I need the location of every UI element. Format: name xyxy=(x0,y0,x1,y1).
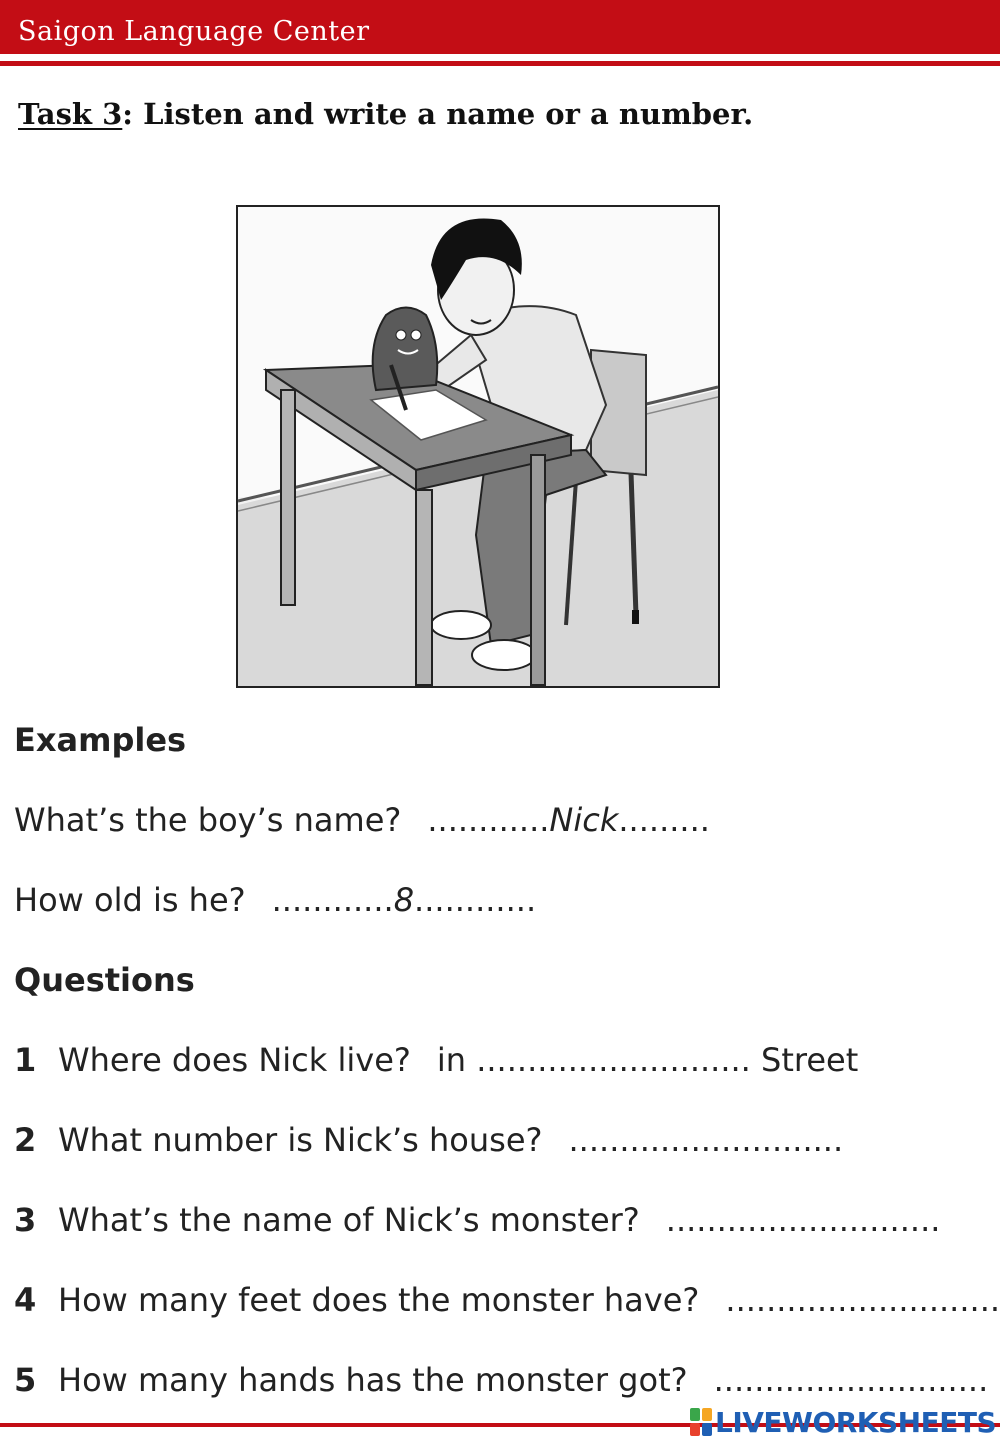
question-text: What’s the name of Nick’s monster? xyxy=(58,1201,640,1239)
question-item xyxy=(14,1041,858,1079)
task-title xyxy=(18,97,753,131)
question-text: How many hands has the monster got? xyxy=(58,1361,688,1399)
task-label: Task 3 xyxy=(18,97,123,131)
header-bar xyxy=(0,0,1000,54)
task-instruction: : Listen and write a name or a number. xyxy=(122,97,754,131)
question-text: How many feet does the monster have? xyxy=(58,1281,700,1319)
answer-blank[interactable]: ........................... xyxy=(725,1281,1000,1319)
question-item xyxy=(14,1201,940,1239)
example-dots: ............ xyxy=(271,881,394,919)
example-dots: ............ xyxy=(427,801,550,839)
question-item xyxy=(14,1281,1000,1319)
boy-at-desk-illustration xyxy=(236,205,720,688)
question-number: 3 xyxy=(14,1201,37,1239)
header-divider xyxy=(0,61,1000,66)
example-dots: ............ xyxy=(414,881,537,919)
liveworksheets-logo[interactable] xyxy=(690,1404,996,1440)
question-text: Where does Nick live? xyxy=(58,1041,411,1079)
question-text: What number is Nick’s house? xyxy=(58,1121,543,1159)
answer-blank[interactable]: ........................... xyxy=(568,1121,844,1159)
brand-name: LIVEWORKSHEETS xyxy=(715,1405,997,1439)
example-dots: ......... xyxy=(618,801,710,839)
example-item xyxy=(14,801,710,839)
answer-blank[interactable]: ........................... xyxy=(665,1201,941,1239)
liveworksheets-logo-icon xyxy=(690,1408,712,1436)
question-item xyxy=(14,1361,988,1399)
header-title: Saigon Language Center xyxy=(18,16,370,47)
questions-heading: Questions xyxy=(14,961,195,999)
question-number: 4 xyxy=(14,1281,37,1319)
examples-heading: Examples xyxy=(14,721,187,759)
answer-blank[interactable]: ........................... xyxy=(713,1361,989,1399)
question-number: 2 xyxy=(14,1121,37,1159)
example-question: What’s the boy’s name? xyxy=(14,801,402,839)
answer-blank[interactable]: in ........................... Street xyxy=(436,1041,859,1079)
example-item xyxy=(14,881,536,919)
example-question: How old is he? xyxy=(14,881,246,919)
question-number: 1 xyxy=(14,1041,37,1079)
example-answer: 8 xyxy=(393,881,415,919)
question-number: 5 xyxy=(14,1361,37,1399)
example-answer: Nick xyxy=(549,801,619,839)
question-item xyxy=(14,1121,843,1159)
